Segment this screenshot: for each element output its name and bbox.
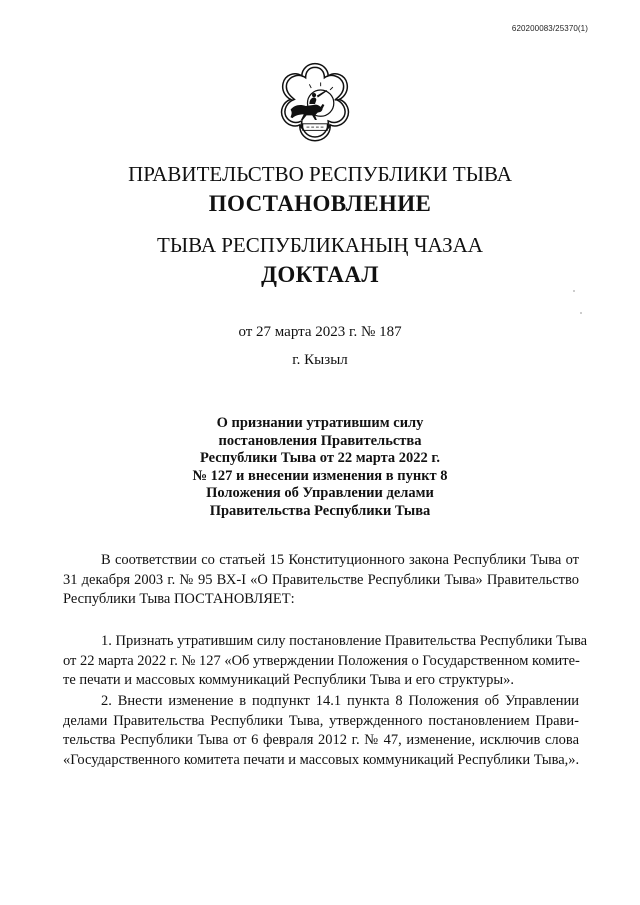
city-name: г. Кызыл — [292, 352, 348, 368]
decree-title-line: Положения об Управлении делами — [206, 485, 434, 501]
scan-speck — [580, 312, 582, 314]
paragraph-line: 2. Внести изменение в подпункт 14.1 пункта 8 Положения об Управлении — [101, 693, 579, 709]
paragraph-line: те печати и массовых коммуникаций Республики Тыва и его структуры». — [63, 672, 514, 688]
decree-title-line: постановления Правительства — [218, 432, 422, 449]
decree-date-number: от 27 марта 2023 г. № 187 — [238, 324, 402, 340]
item-2-paragraph — [63, 692, 579, 770]
government-heading-tuvan: ТЫВА РЕСПУБЛИКАНЫҢ ЧАЗАА — [157, 233, 483, 257]
decree-title-line: Правительства Республики Тыва — [209, 502, 431, 519]
document-id: 620200083/25370(1) — [511, 24, 588, 33]
paragraph-line: Республики Тыва ПОСТАНОВЛЯЕТ: — [63, 591, 295, 607]
decree-title-line: Республики Тыва от 22 марта 2022 г. — [199, 450, 441, 466]
preamble-paragraph — [63, 551, 579, 610]
paragraph-line: В соответствии со статьей 15 Конституционного закона Республики Тыва от — [101, 552, 579, 568]
tuva-coat-of-arms-icon — [268, 58, 362, 152]
government-heading: ПРАВИТЕЛЬСТВО РЕСПУБЛИКИ ТЫВА — [128, 162, 512, 186]
paragraph-line: тельства Республики Тыва от 6 февраля 2012 г. № 47, изменение, исключив слова — [63, 732, 579, 748]
decree-heading: ПОСТАНОВЛЕНИЕ — [208, 191, 432, 216]
decree-title-line: № 127 и внесении изменения в пункт 8 — [192, 467, 448, 484]
paragraph-line: от 22 марта 2022 г. № 127 «Об утверждении Положения о Государственном комите- — [63, 652, 580, 669]
decree-title-line: О признании утратившим силу — [216, 415, 424, 431]
paragraph-line: 31 декабря 2003 г. № 95 ВХ-I «О Правительстве Республики Тыва» Правительство — [63, 571, 579, 588]
item-1-paragraph — [63, 632, 588, 691]
decree-title — [160, 415, 480, 520]
paragraph-line: 1. Признать утратившим силу постановление Правительства Республики Тыва — [101, 633, 588, 649]
paragraph-line: «Государственного комитета печати и массовых коммуникаций Республики Тыва,». — [63, 751, 580, 768]
scan-speck — [573, 290, 575, 292]
paragraph-line: делами Правительства Республики Тыва, утвержденного постановлением Прави- — [63, 712, 579, 729]
decree-heading-tuvan: ДОКТААЛ — [261, 262, 379, 287]
